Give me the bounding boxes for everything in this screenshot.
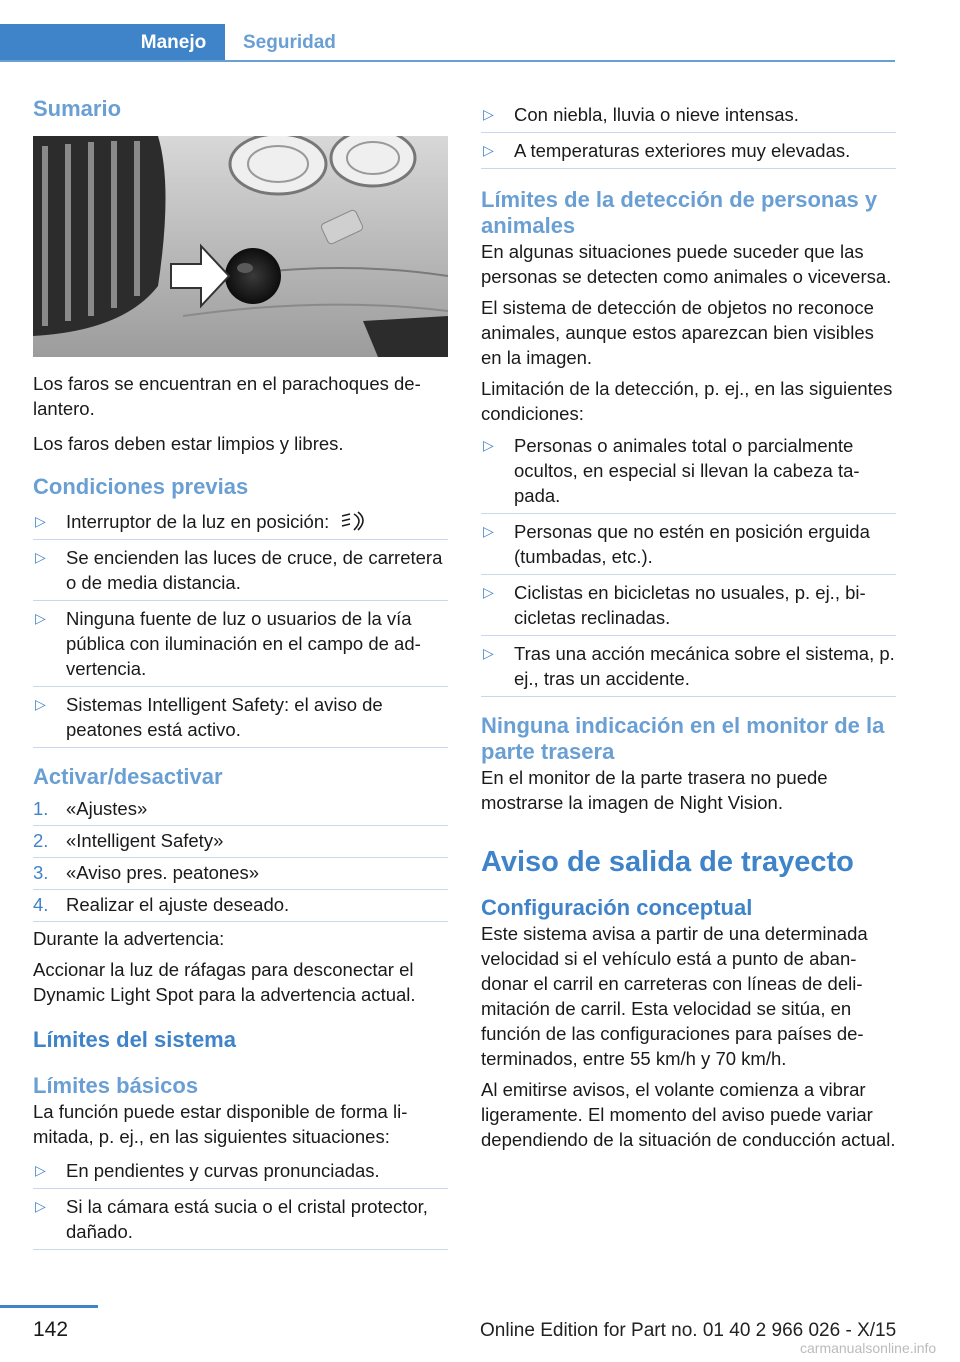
headlight-switch-icon: [340, 510, 370, 532]
left-column: [33, 96, 448, 1250]
para-config-1: Este sistema avisa a partir de una determinada velocidad si el vehículo está a punto de abandonar el carril en carreteras con líneas de delimitación de carril. Esta velocidad se sitúa, en función de las configuraciones para países determinados, entre 55 km/h y 70 km/h.: [481, 923, 868, 1069]
watermark: carmanualsonline.info: [800, 1340, 937, 1356]
para-personas-2: El sistema de detección de objetos no reconoce animales, aunque estos aparezcan bien visibles en la imagen.: [481, 297, 874, 368]
list-basicos: [33, 1153, 448, 1250]
list-personas: [481, 428, 896, 697]
tab-seguridad[interactable]: Seguridad: [243, 32, 336, 53]
list-item: ▷ Con niebla, lluvia o nieve intensas.: [481, 96, 896, 133]
list-steps: [33, 794, 448, 922]
list-item: ▷ Ninguna fuente de luz o usuarios de la vía pública con iluminación en el campo de advertencia.: [33, 601, 448, 687]
heading-ninguna: Ninguna indicación en el monitor de la parte trasera: [481, 713, 885, 764]
list-item: ▷ En pendientes y curvas pronunciadas.: [33, 1153, 448, 1189]
para-basicos: La función puede estar disponible de forma limitada, p. ej., en las siguientes situaciones:: [33, 1101, 408, 1147]
triangle-bullet-icon: ▷: [35, 1162, 46, 1178]
tab-bar-underline: [0, 60, 895, 62]
para-personas-3: Limitación de la detección, p. ej., en las siguientes condiciones:: [481, 378, 893, 424]
step-item: 1. «Ajustes»: [33, 794, 448, 826]
right-column: [481, 96, 896, 1152]
footer-accent-line: [0, 1305, 98, 1308]
triangle-bullet-icon: ▷: [35, 610, 46, 626]
para-faros-ubicacion: Los faros se encuentran en el parachoques delantero.: [33, 373, 421, 419]
step-item: 3. «Aviso pres. peatones»: [33, 858, 448, 890]
triangle-bullet-icon: ▷: [483, 523, 494, 539]
list-item: ▷ Interruptor de la luz en posición:: [33, 504, 448, 540]
step-number: 1.: [33, 798, 49, 819]
heading-limites-sistema: Límites del sistema: [33, 1027, 236, 1052]
triangle-bullet-icon: ▷: [483, 142, 494, 158]
step-number: 2.: [33, 830, 49, 851]
heading-activar: Activar/desactivar: [33, 764, 223, 789]
list-item: ▷ Sistemas Intelligent Safety: el aviso de peatones está activo.: [33, 687, 448, 748]
list-item: ▷ Personas que no estén en posición erguida (tumbadas, etc.).: [481, 514, 896, 575]
list-item: ▷ Si la cámara está sucia o el cristal protector, dañado.: [33, 1189, 448, 1250]
para-accionar: Accionar la luz de ráfagas para desconectar el Dynamic Light Spot para la advertencia actual.: [33, 959, 416, 1005]
para-personas-1: En algunas situaciones puede suceder que las personas se detecten como animales o viceversa.: [481, 241, 892, 287]
heading-personas: Límites de la detección de personas y animales: [481, 187, 878, 238]
para-faros-limpios: Los faros deben estar limpios y libres.: [33, 433, 344, 454]
heading-aviso-salida: Aviso de salida de trayecto: [481, 846, 854, 878]
heading-sumario: Sumario: [33, 96, 122, 121]
heading-configuracion: Configuración conceptual: [481, 895, 753, 920]
para-config-2: Al emitirse avisos, el volante comienza a vibrar ligeramente. El momento del aviso puede variar dependiendo de la situación de conducción actual.: [481, 1079, 896, 1150]
triangle-bullet-icon: ▷: [35, 1198, 46, 1214]
para-durante: Durante la advertencia:: [33, 928, 225, 949]
triangle-bullet-icon: ▷: [35, 549, 46, 565]
list-item: ▷ Personas o animales total o parcialmente ocultos, en especial si llevan la cabeza tapada.: [481, 428, 896, 514]
tab-bar: [0, 24, 895, 62]
list-item: ▷ Ciclistas en bicicletas no usuales, p. ej., bicicletas reclinadas.: [481, 575, 896, 636]
tab-bar-accent: [0, 24, 122, 62]
list-top-conditions: [481, 96, 896, 169]
page-number: 142: [33, 1318, 69, 1341]
triangle-bullet-icon: ▷: [35, 513, 46, 529]
list-item: ▷ Se encienden las luces de cruce, de carretera o de media distancia.: [33, 540, 448, 601]
step-item: 2. «Intelligent Safety»: [33, 826, 448, 858]
edition-text: Online Edition for Part no. 01 40 2 966 026 - X/15: [480, 1320, 897, 1341]
triangle-bullet-icon: ▷: [483, 645, 494, 661]
heading-condiciones: Condiciones previas: [33, 474, 249, 499]
tab-manejo[interactable]: Manejo: [122, 24, 225, 62]
step-item: 4. Realizar el ajuste deseado.: [33, 890, 448, 922]
list-condiciones: [33, 504, 448, 748]
step-number: 3.: [33, 862, 49, 883]
para-ninguna: En el monitor de la parte trasera no puede mostrarse la imagen de Night Vision.: [481, 767, 828, 813]
headlight-photo: [33, 136, 448, 357]
list-item: ▷ Tras una acción mecánica sobre el sistema, p. ej., tras un accidente.: [481, 636, 896, 697]
triangle-bullet-icon: ▷: [35, 696, 46, 712]
list-item: ▷ A temperaturas exteriores muy elevadas.: [481, 133, 896, 169]
step-number: 4.: [33, 894, 49, 915]
triangle-bullet-icon: ▷: [483, 106, 494, 122]
triangle-bullet-icon: ▷: [483, 437, 494, 453]
triangle-bullet-icon: ▷: [483, 584, 494, 600]
heading-limites-basicos: Límites básicos: [33, 1073, 199, 1098]
